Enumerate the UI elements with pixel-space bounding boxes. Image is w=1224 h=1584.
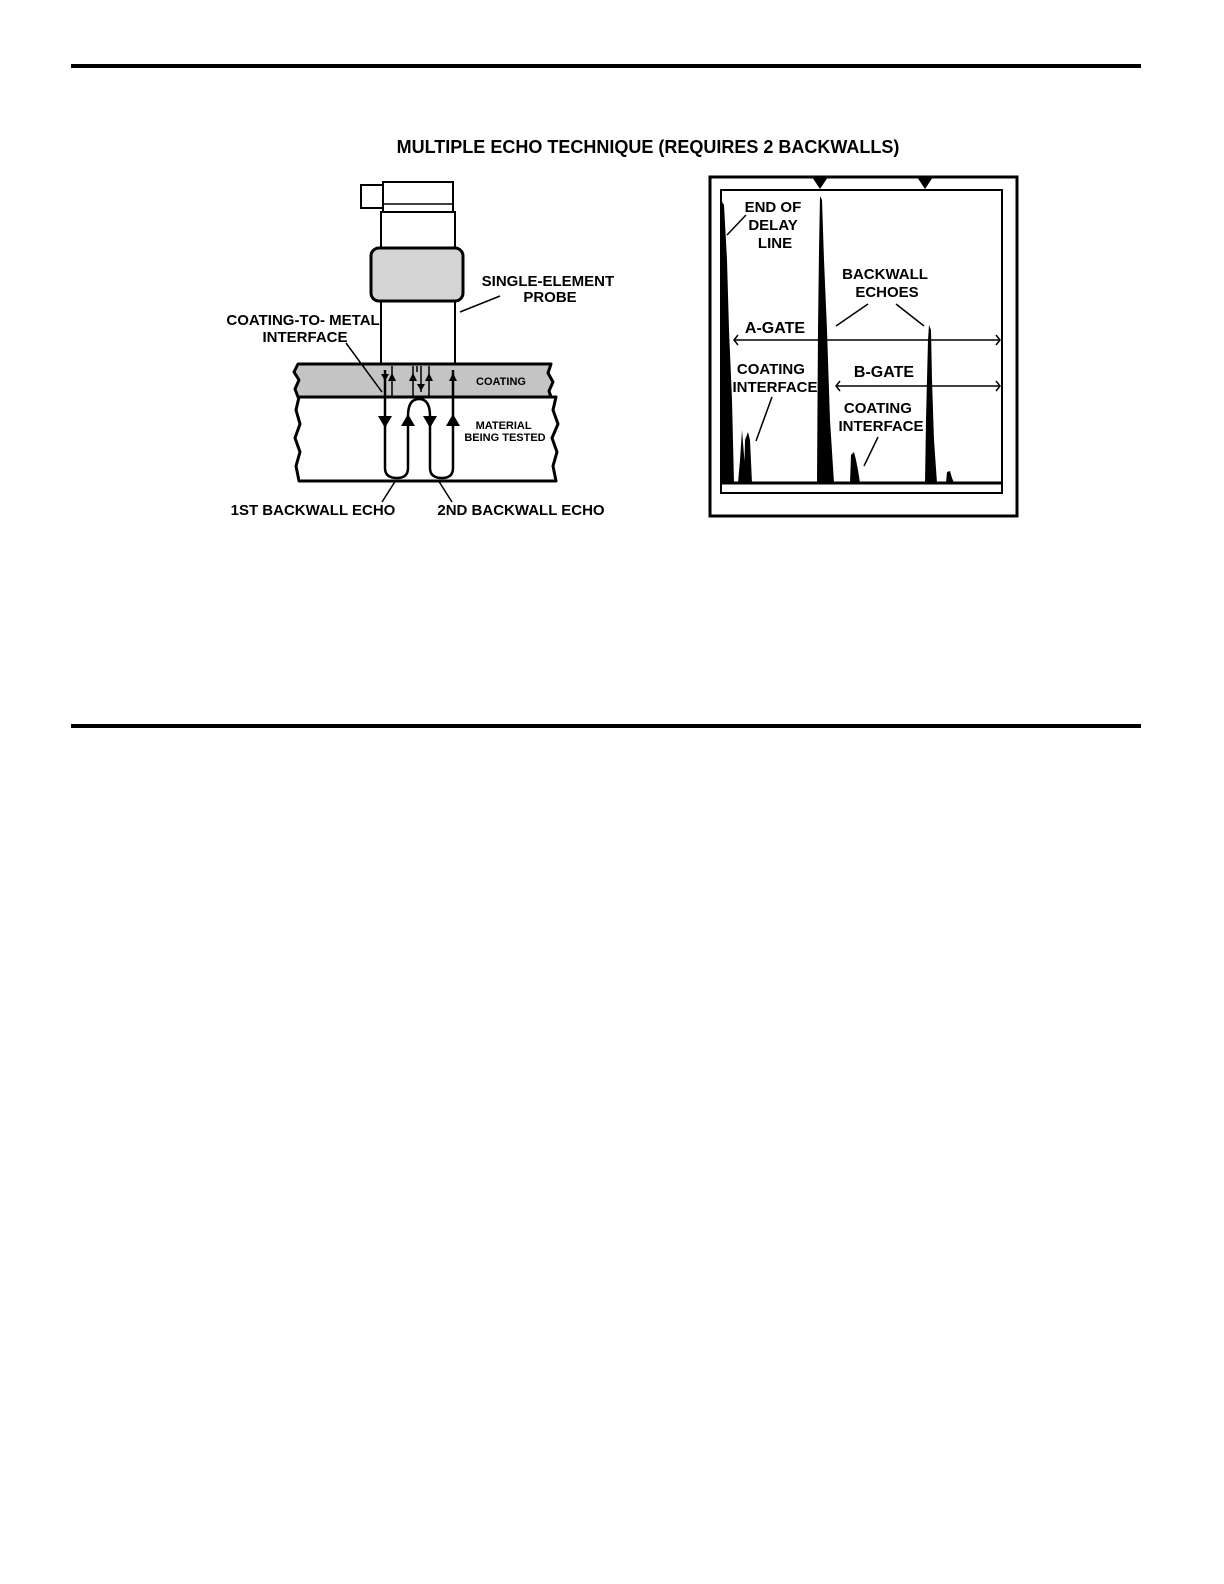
interface-label: COATING-TO- METAL INTERFACE bbox=[226, 312, 380, 346]
probe-grip-band bbox=[371, 248, 463, 301]
backwall-echoes-label: BACKWALL ECHOES bbox=[842, 266, 928, 301]
probe-diagram bbox=[226, 182, 618, 519]
material-label: MATERIAL BEING TESTED bbox=[464, 420, 546, 444]
probe-label: SINGLE-ELEMENT PROBE bbox=[481, 273, 615, 306]
coating-interface-label-1: COATING INTERFACE bbox=[732, 361, 818, 396]
coating-interface-label-2: COATING INTERFACE bbox=[838, 400, 924, 435]
coating-label: COATING bbox=[476, 376, 526, 388]
probe-connector bbox=[361, 185, 383, 208]
figure-title: MULTIPLE ECHO TECHNIQUE (REQUIRES 2 BACKWALLS) bbox=[396, 137, 900, 157]
second-backwall-echo-label: 2ND BACKWALL ECHO bbox=[437, 502, 605, 519]
end-of-delay-line-label: END OF DELAY LINE bbox=[744, 199, 802, 252]
a-gate-label: A-GATE bbox=[744, 320, 806, 337]
probe-cap bbox=[383, 182, 453, 212]
first-backwall-echo-label: 1ST BACKWALL ECHO bbox=[230, 502, 396, 519]
ascan-display bbox=[710, 177, 1017, 516]
b-gate-label: B-GATE bbox=[853, 364, 915, 381]
multiple-echo-figure bbox=[0, 0, 1224, 760]
